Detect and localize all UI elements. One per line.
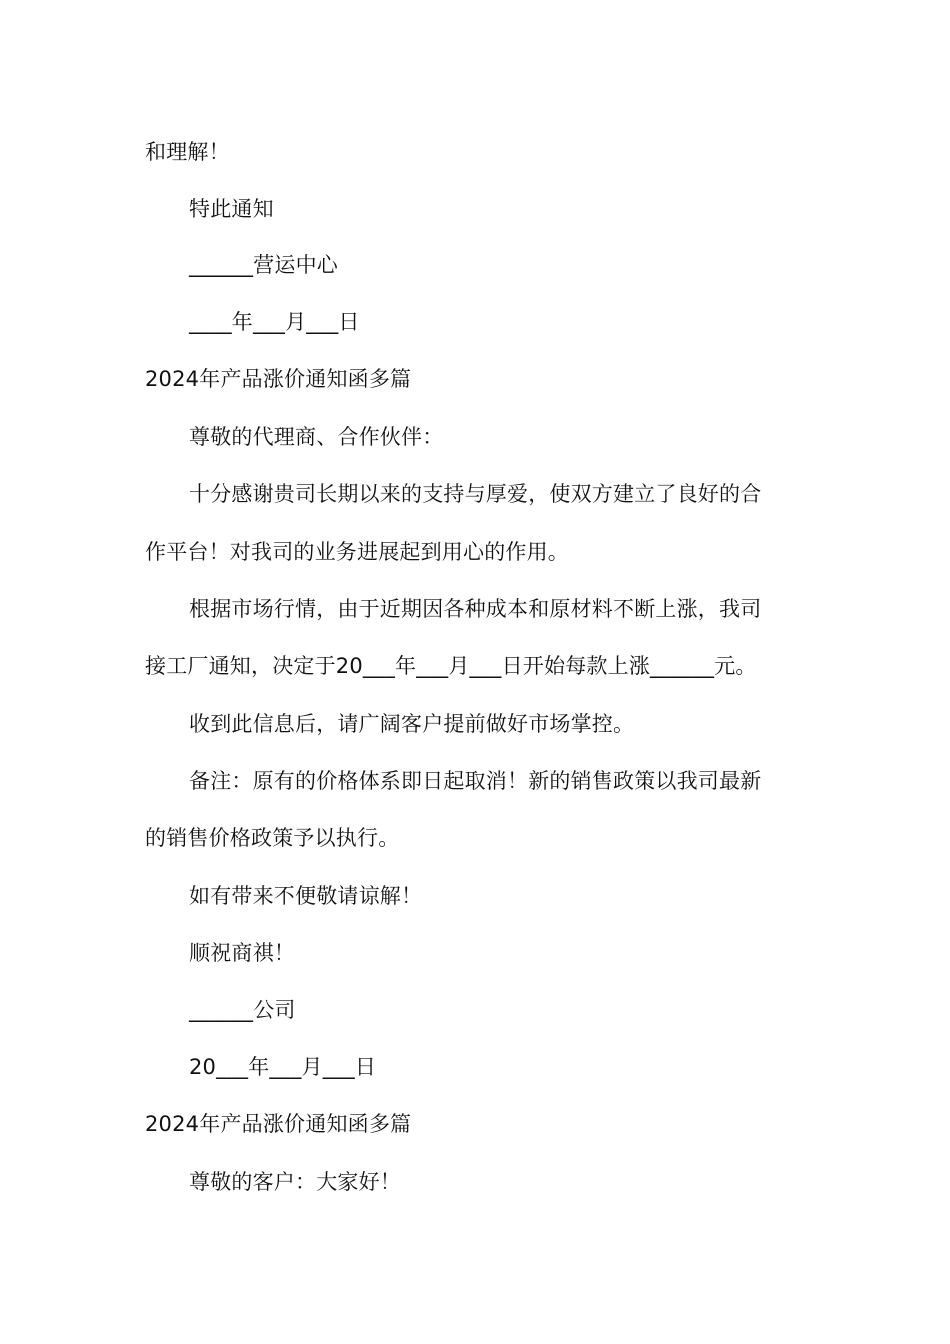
signature-date: 20___年___月___日 (189, 1055, 377, 1079)
signature-date: ____年___月___日 (189, 310, 360, 334)
body-paragraph-line: 的销售价格政策予以执行。 (145, 826, 400, 850)
body-paragraph-line: 接工厂通知，决定于20___年___月___日开始每款上涨______元。 (145, 654, 757, 678)
body-paragraph-line: 十分感谢贵司长期以来的支持与厚爱，使双方建立了良好的合 (189, 482, 762, 506)
salutation: 尊敬的客户：大家好！ (189, 1170, 401, 1194)
body-paragraph-line: 根据市场行情，由于近期因各种成本和原材料不断上涨，我司 (189, 597, 762, 621)
body-paragraph-line: 收到此信息后，请广阔客户提前做好市场掌控。 (189, 712, 635, 736)
signature-operations-center: ______营运中心 (189, 253, 338, 277)
body-paragraph-line: 备注：原有的价格体系即日起取消！新的销售政策以我司最新 (189, 769, 762, 793)
closing-notice: 特此通知 (189, 197, 274, 221)
salutation: 尊敬的代理商、合作伙伴： (189, 425, 444, 449)
signature-company: ______公司 (189, 998, 296, 1022)
body-paragraph-line: 作平台！对我司的业务进展起到用心的作用。 (145, 540, 569, 564)
paragraph-continuation: 和理解！ (145, 140, 230, 164)
closing-regards: 顺祝商祺！ (189, 941, 295, 965)
section-heading: 2024年产品涨价通知函多篇 (145, 367, 412, 391)
body-paragraph-line: 如有带来不便敬请谅解！ (189, 884, 423, 908)
section-heading: 2024年产品涨价通知函多篇 (145, 1112, 412, 1136)
